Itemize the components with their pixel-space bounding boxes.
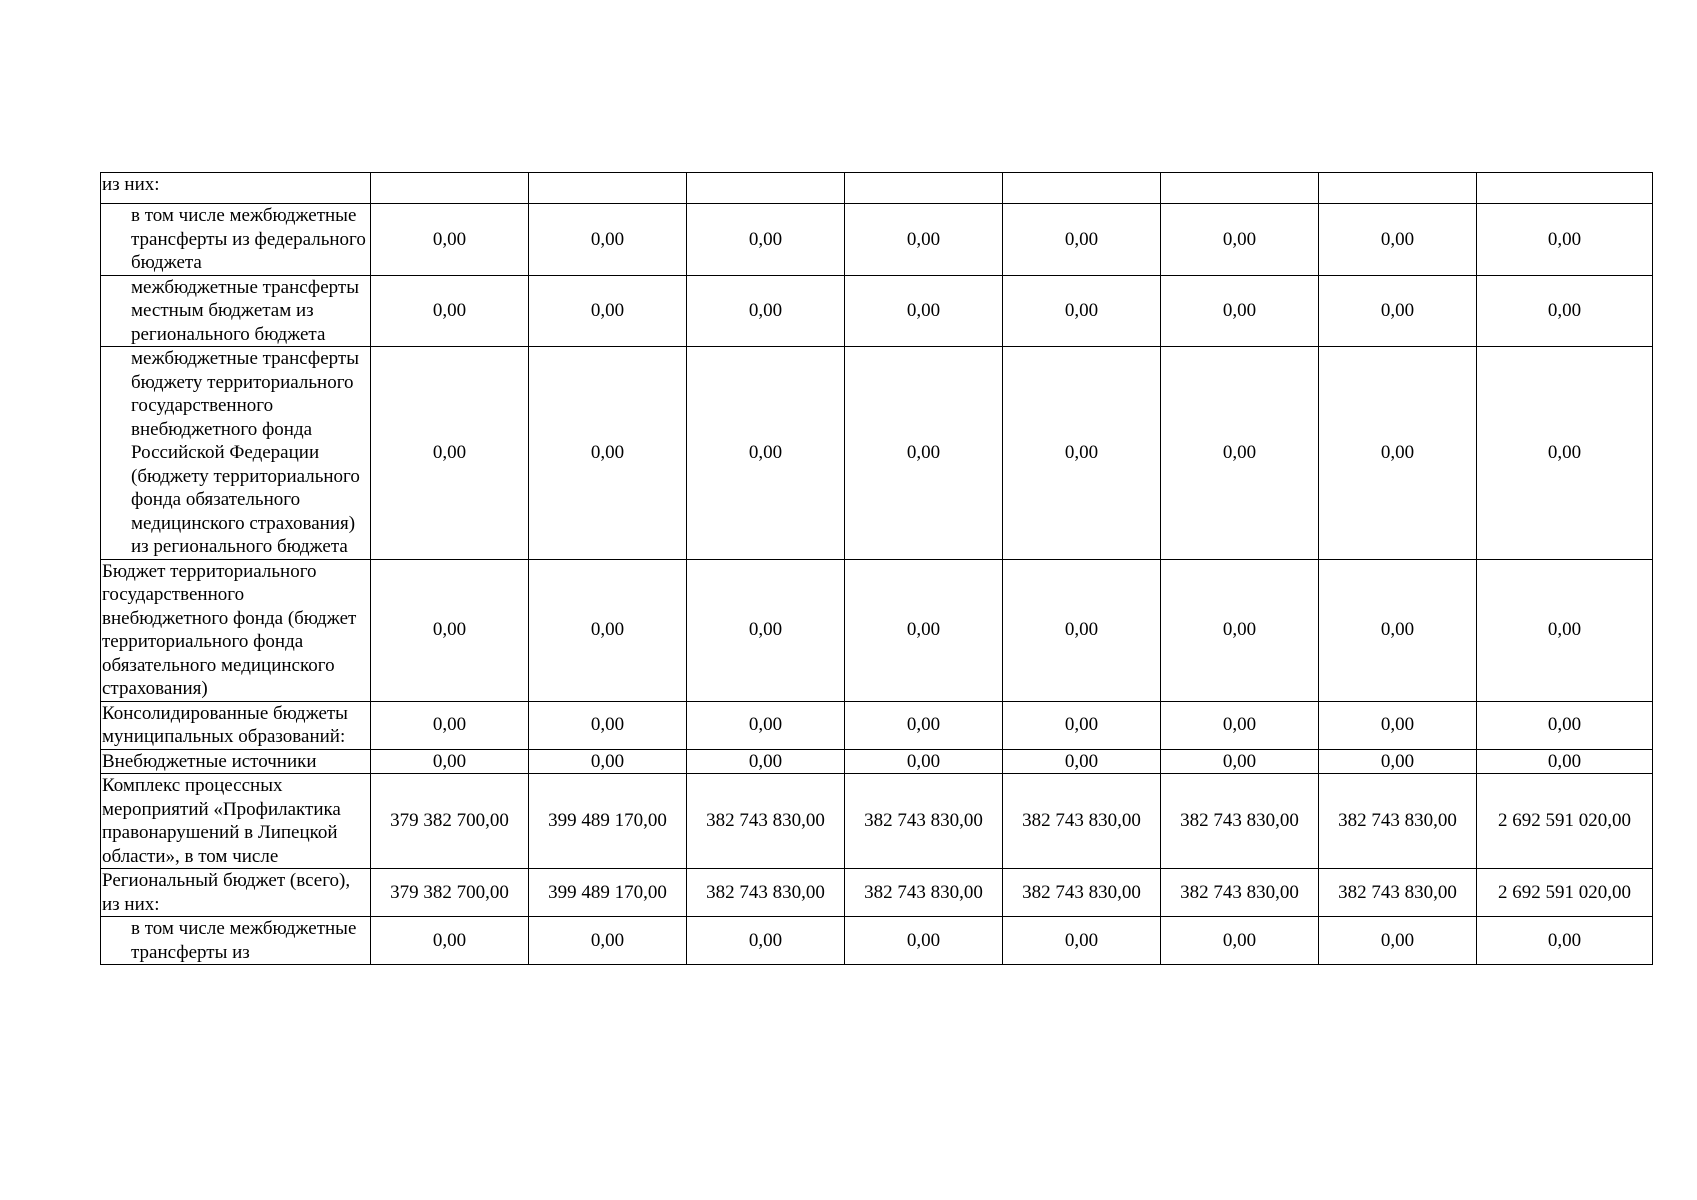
value-cell: 0,00 xyxy=(1319,347,1477,560)
value-cell: 382 743 830,00 xyxy=(687,774,845,869)
value-cell: 0,00 xyxy=(371,204,529,276)
value-cell: 0,00 xyxy=(1477,204,1653,276)
value-cell xyxy=(1161,173,1319,204)
value-cell: 0,00 xyxy=(371,275,529,347)
value-cell: 0,00 xyxy=(1319,275,1477,347)
value-cell: 0,00 xyxy=(1477,749,1653,774)
value-cell: 0,00 xyxy=(371,917,529,965)
value-cell: 0,00 xyxy=(529,275,687,347)
row-label: межбюджетные трансферты бюджету территориального государственного внебюджетного фонда Российской Федерации (бюджету территориального фонда обязательного медицинского страхования) из регионального бюджета xyxy=(101,347,371,560)
value-cell xyxy=(1319,173,1477,204)
value-cell: 0,00 xyxy=(1477,275,1653,347)
value-cell: 0,00 xyxy=(1003,275,1161,347)
value-cell: 0,00 xyxy=(1003,917,1161,965)
value-cell xyxy=(1477,173,1653,204)
value-cell xyxy=(845,173,1003,204)
value-cell: 0,00 xyxy=(845,347,1003,560)
value-cell: 382 743 830,00 xyxy=(1161,869,1319,917)
value-cell: 382 743 830,00 xyxy=(1319,774,1477,869)
value-cell: 0,00 xyxy=(371,749,529,774)
table-row xyxy=(101,774,1653,869)
row-label: Региональный бюджет (всего), из них: xyxy=(101,869,371,917)
value-cell: 0,00 xyxy=(1003,347,1161,560)
table-row xyxy=(101,749,1653,774)
value-cell: 0,00 xyxy=(529,347,687,560)
value-cell: 0,00 xyxy=(1319,749,1477,774)
value-cell: 0,00 xyxy=(687,749,845,774)
value-cell: 0,00 xyxy=(687,917,845,965)
value-cell: 0,00 xyxy=(687,559,845,701)
value-cell: 0,00 xyxy=(371,347,529,560)
table-row xyxy=(101,173,1653,204)
value-cell: 0,00 xyxy=(1003,204,1161,276)
row-label: Комплекс процессных мероприятий «Профилактика правонарушений в Липецкой области», в том числе xyxy=(101,774,371,869)
row-label: из них: xyxy=(101,173,371,204)
value-cell: 0,00 xyxy=(845,917,1003,965)
value-cell: 382 743 830,00 xyxy=(1003,869,1161,917)
value-cell: 0,00 xyxy=(529,701,687,749)
value-cell: 0,00 xyxy=(1319,559,1477,701)
value-cell: 0,00 xyxy=(845,749,1003,774)
value-cell: 0,00 xyxy=(845,275,1003,347)
value-cell: 399 489 170,00 xyxy=(529,869,687,917)
value-cell: 382 743 830,00 xyxy=(1161,774,1319,869)
value-cell: 2 692 591 020,00 xyxy=(1477,869,1653,917)
table-row xyxy=(101,917,1653,965)
row-label: Бюджет территориального государственного внебюджетного фонда (бюджет территориального фонда обязательного медицинского страхования) xyxy=(101,559,371,701)
value-cell: 0,00 xyxy=(529,559,687,701)
value-cell: 382 743 830,00 xyxy=(1003,774,1161,869)
value-cell: 0,00 xyxy=(1161,749,1319,774)
value-cell: 0,00 xyxy=(529,749,687,774)
value-cell: 0,00 xyxy=(371,559,529,701)
value-cell: 0,00 xyxy=(1161,559,1319,701)
row-label: в том числе межбюджетные трансферты из федерального бюджета xyxy=(101,204,371,276)
value-cell: 0,00 xyxy=(1003,559,1161,701)
value-cell: 0,00 xyxy=(687,275,845,347)
value-cell: 0,00 xyxy=(529,204,687,276)
value-cell: 0,00 xyxy=(1161,701,1319,749)
value-cell: 382 743 830,00 xyxy=(687,869,845,917)
value-cell: 2 692 591 020,00 xyxy=(1477,774,1653,869)
value-cell: 0,00 xyxy=(687,204,845,276)
table-row xyxy=(101,347,1653,560)
row-label: Внебюджетные источники xyxy=(101,749,371,774)
table-row xyxy=(101,869,1653,917)
value-cell xyxy=(529,173,687,204)
value-cell: 0,00 xyxy=(845,204,1003,276)
value-cell: 0,00 xyxy=(1477,917,1653,965)
row-label: Консолидированные бюджеты муниципальных образований: xyxy=(101,701,371,749)
row-label: межбюджетные трансферты местным бюджетам из регионального бюджета xyxy=(101,275,371,347)
value-cell: 399 489 170,00 xyxy=(529,774,687,869)
value-cell: 0,00 xyxy=(1161,275,1319,347)
value-cell: 382 743 830,00 xyxy=(845,774,1003,869)
value-cell: 0,00 xyxy=(1477,347,1653,560)
value-cell xyxy=(371,173,529,204)
value-cell: 0,00 xyxy=(1161,917,1319,965)
value-cell: 0,00 xyxy=(1319,917,1477,965)
budget-table xyxy=(100,172,1653,965)
value-cell: 0,00 xyxy=(371,701,529,749)
value-cell: 0,00 xyxy=(687,701,845,749)
table-row xyxy=(101,701,1653,749)
value-cell: 0,00 xyxy=(1477,559,1653,701)
value-cell: 379 382 700,00 xyxy=(371,869,529,917)
value-cell xyxy=(687,173,845,204)
value-cell: 0,00 xyxy=(1161,204,1319,276)
value-cell: 0,00 xyxy=(1319,701,1477,749)
value-cell: 382 743 830,00 xyxy=(845,869,1003,917)
value-cell xyxy=(1003,173,1161,204)
table-row xyxy=(101,559,1653,701)
value-cell: 0,00 xyxy=(687,347,845,560)
value-cell: 0,00 xyxy=(1003,701,1161,749)
value-cell: 0,00 xyxy=(1003,749,1161,774)
value-cell: 0,00 xyxy=(1477,701,1653,749)
table-body xyxy=(101,173,1653,965)
table-row xyxy=(101,204,1653,276)
table-row xyxy=(101,275,1653,347)
value-cell: 0,00 xyxy=(1319,204,1477,276)
row-label: в том числе межбюджетные трансферты из xyxy=(101,917,371,965)
value-cell: 382 743 830,00 xyxy=(1319,869,1477,917)
value-cell: 379 382 700,00 xyxy=(371,774,529,869)
value-cell: 0,00 xyxy=(529,917,687,965)
value-cell: 0,00 xyxy=(845,701,1003,749)
value-cell: 0,00 xyxy=(1161,347,1319,560)
value-cell: 0,00 xyxy=(845,559,1003,701)
